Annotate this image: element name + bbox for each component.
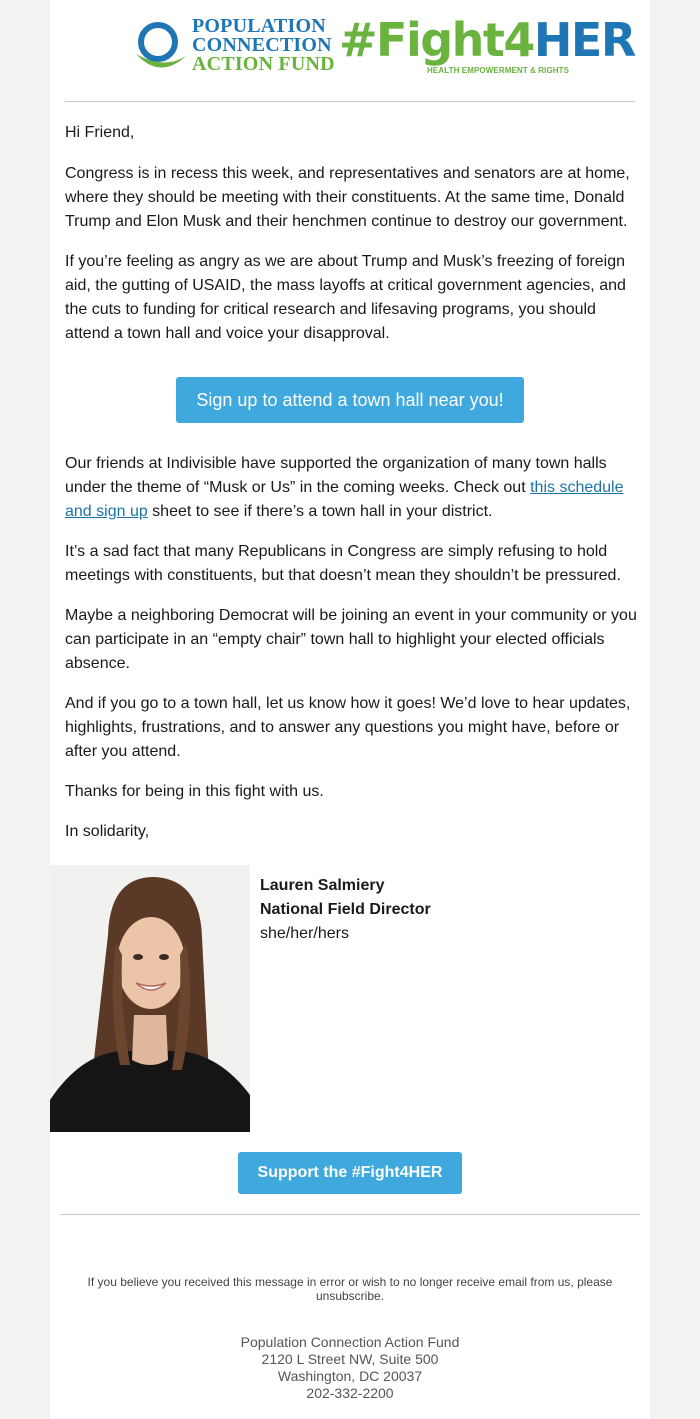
paragraph-2: If you’re feeling as angry as we are about Trump and Musk’s freezing of foreign aid, the gutting of USAID, the mass layoffs at critical government agencies, and the cuts to funding for critical research and lifesaving programs, you should attend a town hall and voice your disapproval. bbox=[65, 253, 626, 342]
schedule-signup-link[interactable]: this schedule and sign up bbox=[65, 479, 624, 520]
org-logo-line-3: ACTION FUND bbox=[192, 53, 335, 75]
email-body bbox=[50, 0, 650, 1419]
support-fight4her-button[interactable]: Support the #Fight4HER bbox=[238, 1152, 462, 1194]
unsubscribe-text-before: If you believe you received this message in error or wish to no longer receive email from us, please bbox=[87, 1275, 613, 1289]
signer-pronouns: she/her/hers bbox=[260, 925, 349, 942]
unsubscribe-text-after: . bbox=[380, 1289, 385, 1303]
paragraph-3-text-after: sheet to see if there’s a town hall in your district. bbox=[147, 503, 493, 520]
header-divider bbox=[65, 101, 635, 102]
paragraph-6: And if you go to a town hall, let us know how it goes! We’d love to hear updates, highlights, frustrations, and to answer any questions you might have, before or after you attend. bbox=[65, 695, 631, 760]
org-logo-line-1: POPULATION bbox=[192, 15, 326, 37]
paragraph-5: Maybe a neighboring Democrat will be joining an event in your community or you can participate in an “empty chair” town hall to highlight your elected officials absence. bbox=[65, 607, 637, 672]
fight4her-her: HER bbox=[533, 13, 635, 67]
org-logo-line-2: CONNECTION bbox=[192, 34, 332, 56]
footer-address bbox=[150, 1334, 550, 1402]
fight4her-wordmark bbox=[339, 13, 635, 67]
unsubscribe-link[interactable]: unsubscribe bbox=[315, 1289, 381, 1303]
unsubscribe-note bbox=[80, 1275, 620, 1303]
fight4her-tagline: HEALTH EMPOWERMENT & RIGHTS bbox=[427, 66, 570, 75]
signer-title: National Field Director bbox=[260, 901, 431, 918]
address-line-street: 2120 L Street NW, Suite 500 bbox=[261, 1351, 439, 1367]
paragraph-3-text-before: Our friends at Indivisible have supported the organization of many town halls under the theme of “Musk or Us” in the coming weeks. Check out bbox=[65, 455, 607, 496]
paragraph-4: It’s a sad fact that many Republicans in Congress are simply refusing to hold meetings with constituents, but that doesn’t mean they shouldn’t be pressured. bbox=[65, 543, 621, 584]
org-logo-text bbox=[192, 17, 335, 74]
paragraph-3 bbox=[65, 452, 640, 524]
email-header bbox=[50, 0, 650, 100]
paragraph-1: Congress is in recess this week, and representatives and senators are at home, where they should be meeting with their constituents. At the same time, Donald Trump and Elon Musk and their henchmen continue to destroy our government. bbox=[65, 165, 630, 230]
signer-portrait-icon bbox=[50, 865, 250, 1132]
fight4her-logo bbox=[339, 13, 635, 75]
town-hall-signup-button[interactable]: Sign up to attend a town hall near you! bbox=[176, 377, 524, 423]
signer-photo bbox=[50, 865, 250, 1132]
footer-divider bbox=[60, 1214, 640, 1215]
greeting: Hi Friend, bbox=[65, 124, 135, 141]
address-line-city: Washington, DC 20037 bbox=[277, 1368, 423, 1384]
population-connection-logo-icon bbox=[134, 18, 190, 76]
address-line-org: Population Connection Action Fund bbox=[240, 1334, 460, 1350]
paragraph-7: Thanks for being in this fight with us. bbox=[65, 783, 324, 800]
signature-block bbox=[260, 874, 431, 946]
fight4her-hash: #Fight4 bbox=[339, 13, 534, 67]
address-line-phone: 202-332-2200 bbox=[306, 1385, 394, 1401]
signer-name: Lauren Salmiery bbox=[260, 877, 385, 894]
closing: In solidarity, bbox=[65, 823, 150, 840]
